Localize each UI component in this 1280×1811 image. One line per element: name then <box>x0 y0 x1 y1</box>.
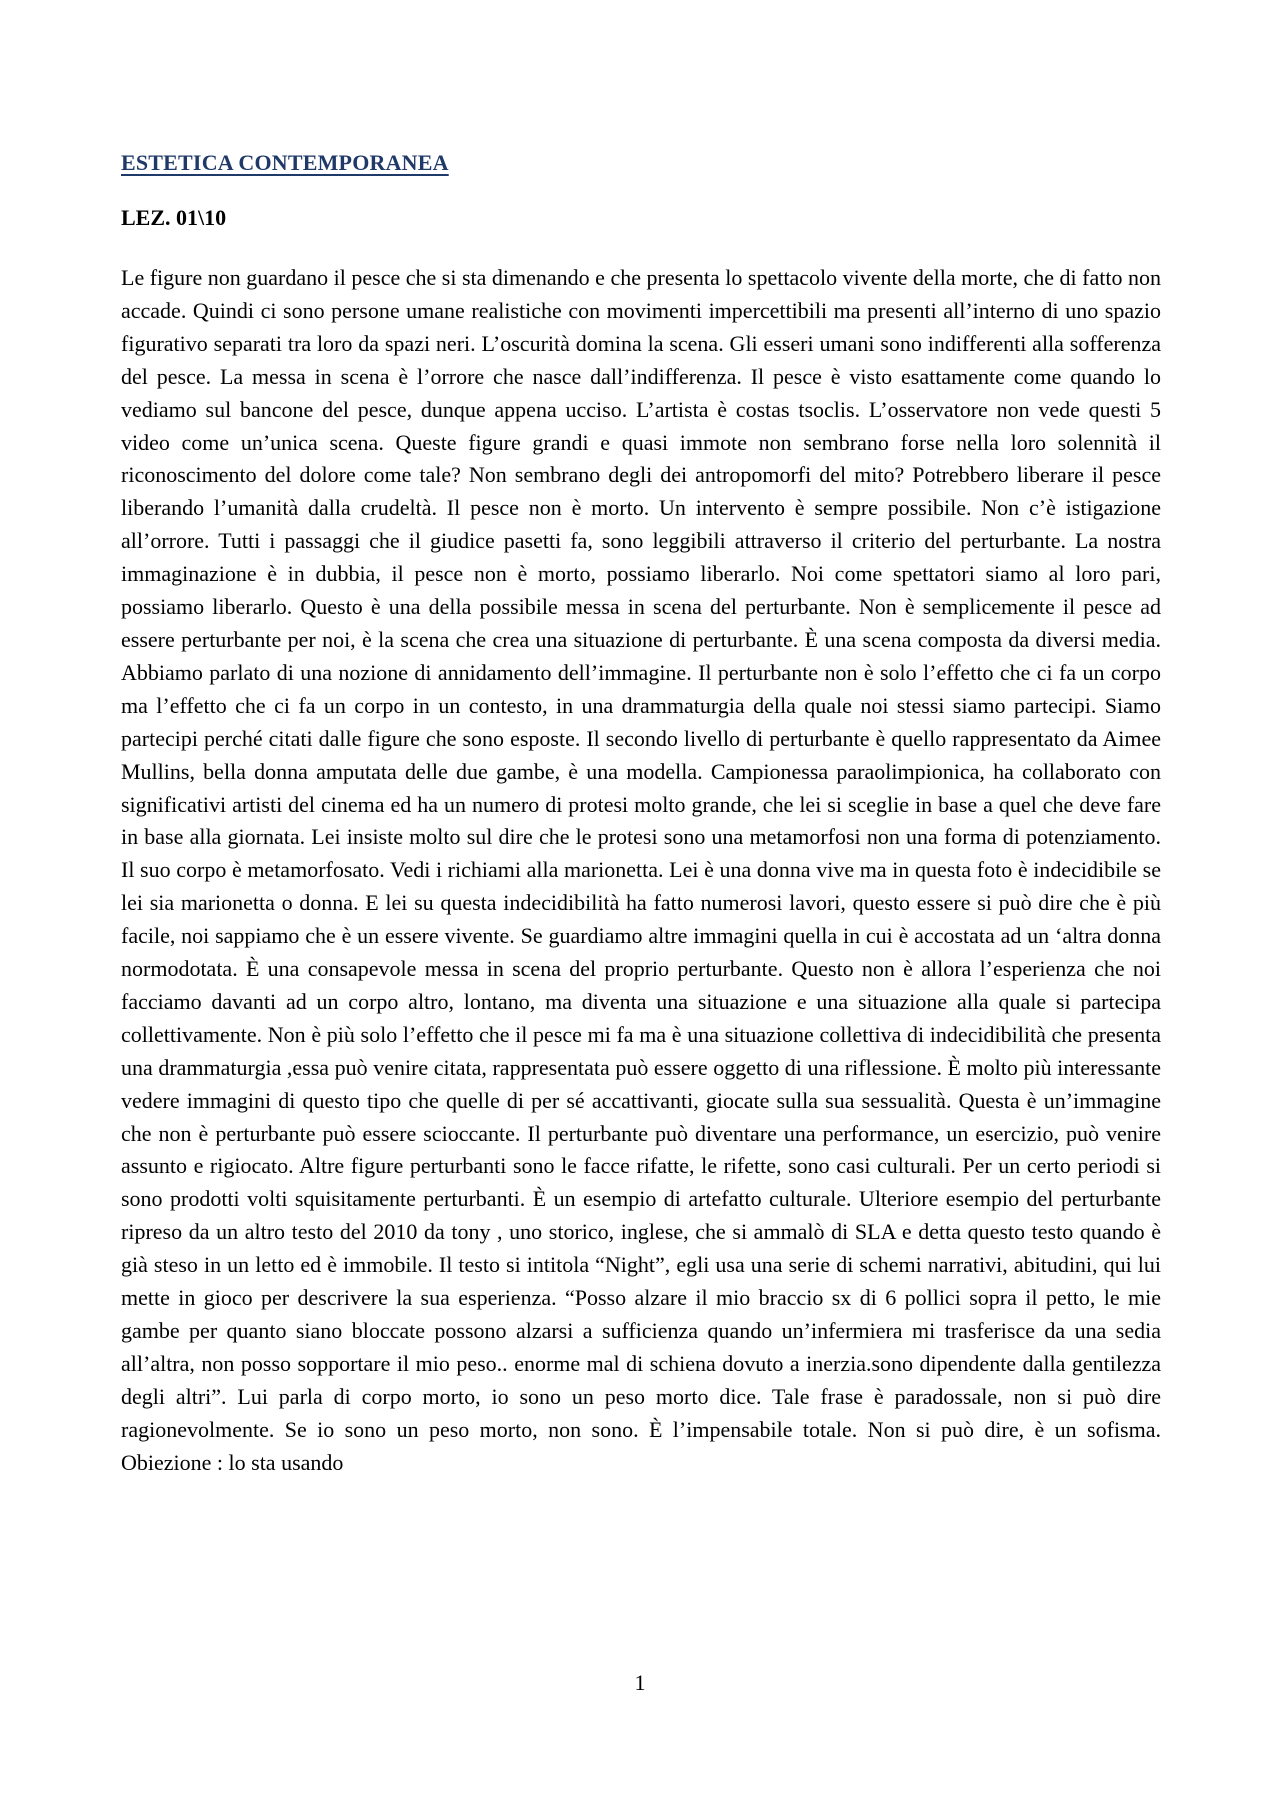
page-number: 1 <box>634 1670 646 1695</box>
lesson-heading: LEZ. 01\10 <box>121 205 227 230</box>
body-paragraph: Le figure non guardano il pesce che si sta dimenando e che presenta lo spettacolo vivente della morte, che di fatto non accade. Quindi ci sono persone umane realistiche con movimenti impercettibili ma presenti all’interno di uno spazio figurativo separati tra loro da spazi neri. L’oscurità domina la scena. Gli esseri umani sono indifferenti alla sofferenza del pesce. La messa in scena è l’orrore che nasce dall’indifferenza. Il pesce è visto esattamente come quando lo vediamo sul bancone del pesce, dunque appena ucciso. L’artista è costas tsoclis. L’osservatore non vede questi 5 video come un’unica scena. Queste figure grandi e quasi immote non sembrano forse nella loro solennità il riconoscimento del dolore come tale? Non sembrano degli dei antropomorfi del mito? Potrebbero liberare il pesce liberando l’umanità dalla crudeltà. Il pesce non è morto. Un intervento è sempre possibile. Non c’è istigazione all’orrore. Tutti i passaggi che il giudice pasetti fa, sono leggibili attraverso il criterio del perturbante. La nostra immaginazione è in dubbia, il pesce non è morto, possiamo liberarlo. Noi come spettatori siamo al loro pari, possiamo liberarlo. Questo è una della possibile messa in scena del perturbante. Non è semplicemente il pesce ad essere perturbante per noi, è la scena che crea una situazione di perturbante. È una scena composta da diversi media. Abbiamo parlato di una nozione di annidamento dell’immagine. Il perturbante non è solo l’effetto che ci fa un corpo ma l’effetto che ci fa un corpo in un contesto, in una drammaturgia della quale noi stessi siamo partecipi. Siamo partecipi perché citati dalle figure che sono esposte. Il secondo livello di perturbante è quello rappresentato da Aimee Mullins, bella donna amputata delle due gambe, è una modella. Campionessa paraolimpionica, ha collaborato con significativi artisti del cinema ed ha un numero di protesi molto grande, che lei si sceglie in base a quel che deve fare in base alla giornata. Lei insiste molto sul dire che le protesi sono una metamorfosi non una forma di potenziamento. Il suo corpo è metamorfosato. Vedi i richiami alla marionetta. Lei è una donna vive ma in questa foto è indecidibile se lei sia marionetta o donna. E lei su questa indecidibilità ha fatto numerosi lavori, questo essere si può dire che è più facile, noi sappiamo che è un essere vivente. Se guardiamo altre immagini quella in cui è accostata ad un ‘altra donna normodotata. È una consapevole messa in scena del proprio perturbante. Questo non è allora l’esperienza che noi facciamo davanti ad un corpo altro, lontano, ma diventa una situazione e una situazione alla quale si partecipa collettivamente. Non è più solo l’effetto che il pesce mi fa ma è una situazione collettiva di indecidibilità che presenta una drammaturgia ,essa può venire citata, rappresentata può essere oggetto di una riflessione. È molto più interessante vedere immagini di questo tipo che quelle di per sé accattivanti, giocate sulla sua sessualità. Questa è un’immagine che non è perturbante può essere scioccante. Il perturbante può diventare una performance, un esercizio, può venire assunto e rigiocato. Altre figure perturbanti sono le facce rifatte, le rifette, sono casi culturali. Per un certo periodi si sono prodotti volti squisitamente perturbanti. È un esempio di artefatto culturale. Ulteriore esempio del perturbante ripreso da un altro testo del 2010 da tony , uno storico, inglese, che si ammalò di SLA e detta questo testo quando è già steso in un letto ed è immobile. Il testo si intitola “Night”, egli usa una serie di schemi narrativi, abitudini, qui lui mette in gioco per descrivere la sua esperienza. “Posso alzare il mio braccio sx di 6 pollici sopra il petto, le mie gambe per quanto siano bloccate possono alzarsi a sufficienza quando un’infermiera mi trasferisce da una sedia all’altra, non posso sopportare il mio peso.. enorme mal di schiena dovuto a inerzia.sono dipendente dalla gentilezza degli altri”. Lui parla di corpo morto, io sono un peso morto dice. Tale frase è paradossale, non si può dire ragionevolmente. Se io sono un peso morto, non sono. È l’impensabile totale. Non si può dire, è un sofisma. Obiezione : lo sta usando <box>121 265 1161 1475</box>
document-title: ESTETICA CONTEMPORANEA <box>121 150 449 175</box>
